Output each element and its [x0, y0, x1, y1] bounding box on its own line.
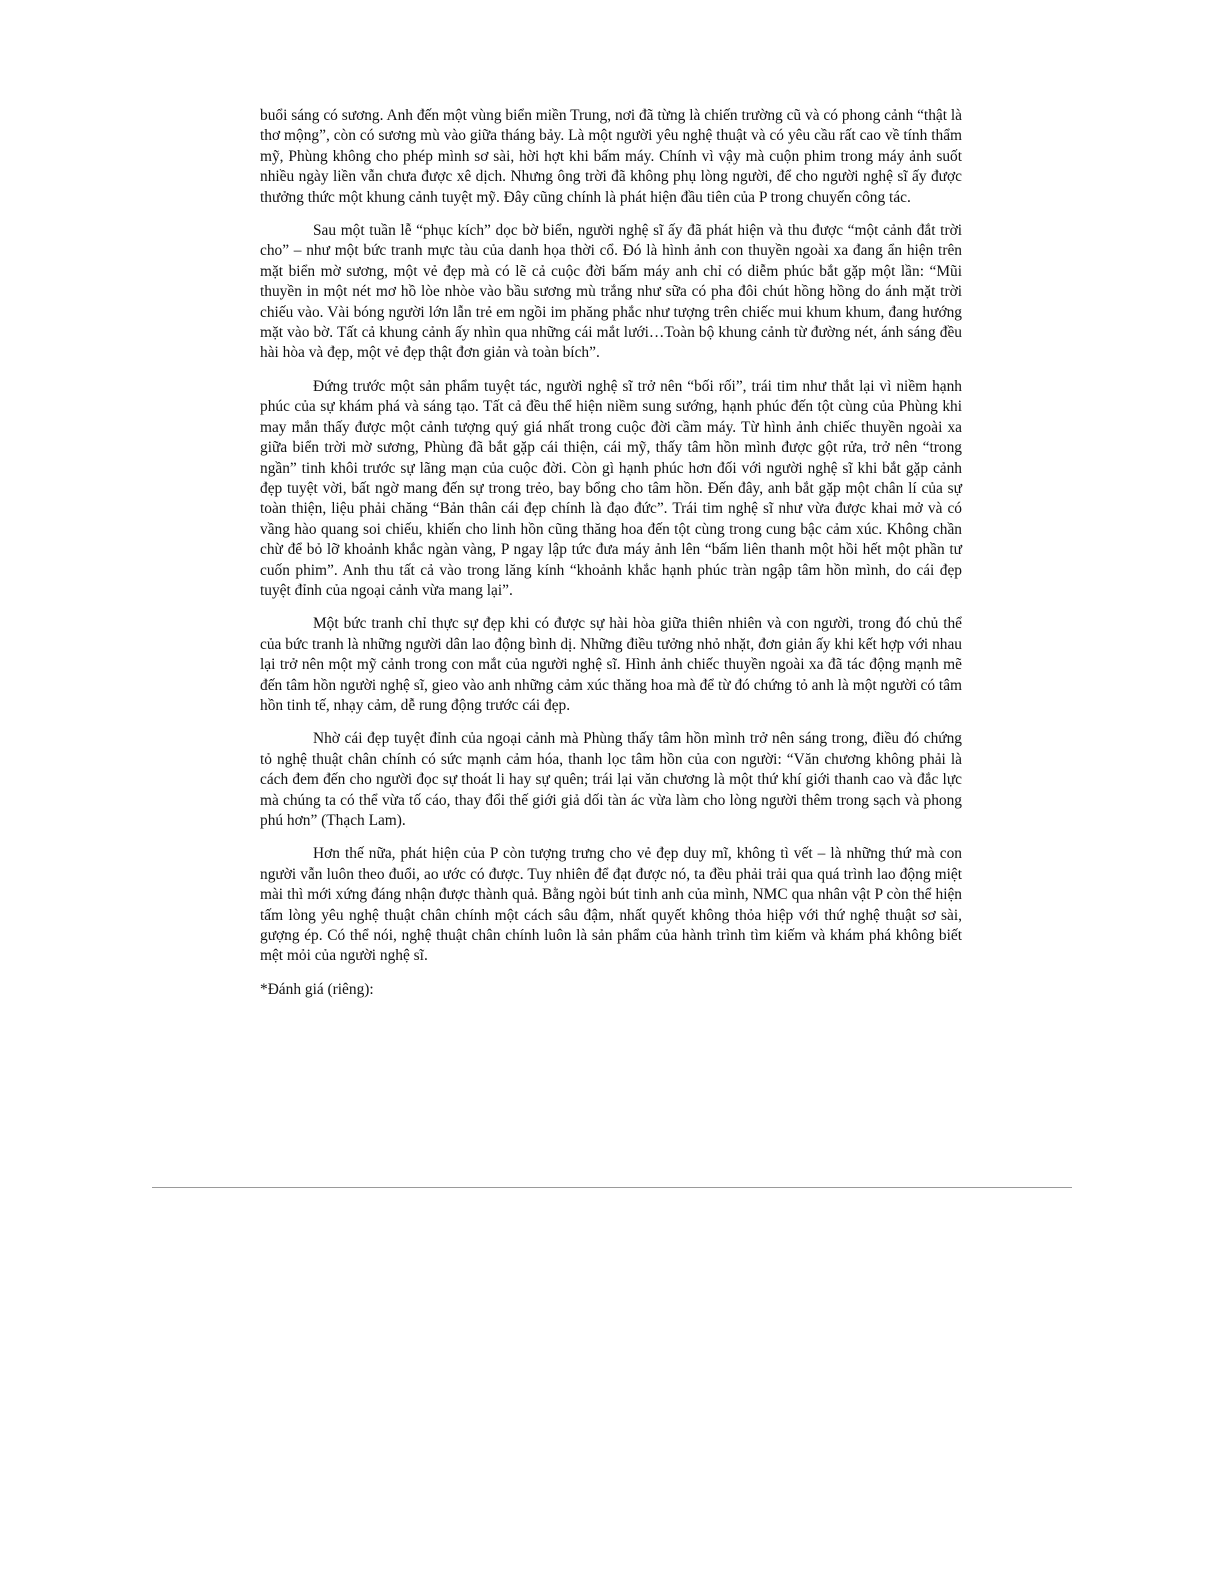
paragraph: Nhờ cái đẹp tuyệt đỉnh của ngoại cảnh mà Phùng thấy tâm hồn mình trở nên sáng trong, điều đó chứng tỏ nghệ thuật chân chính có sức mạnh cảm hóa, thanh lọc tâm hồn của con người: “Văn chương không phải là cách đem đến cho người đọc sự thoát li hay sự quên; trái lại văn chương là một thứ khí giới thanh cao và đắc lực mà chúng ta có thể vừa tố cáo, thay đổi thế giới giả dối tàn ác vừa làm cho lòng người thêm trong sạch và phong phú hơn” (Thạch Lam).	[260, 730, 962, 829]
evaluation-heading: *Đánh giá (riêng):	[260, 980, 374, 998]
page-break-divider	[152, 1187, 1072, 1188]
paragraph: buổi sáng có sương. Anh đến một vùng biển miền Trung, nơi đã từng là chiến trường cũ và có phong cảnh “thật là thơ mộng”, còn có sương mù vào giữa tháng bảy. Là một người yêu nghệ thuật và có yêu cầu rất cao về tính thẩm mỹ, Phùng không cho phép mình sơ sài, hời hợt khi bấm máy. Chính vì vậy mà cuộn phim trong máy ảnh suốt nhiều ngày liền vẫn chưa được xê dịch. Nhưng ông trời đã không phụ lòng người, để cho người nghệ sĩ ấy được thưởng thức một khung cảnh tuyệt mỹ. Đây cũng chính là phát hiện đầu tiên của P trong chuyến công tác.	[260, 107, 962, 206]
paragraph: Đứng trước một sản phẩm tuyệt tác, người nghệ sĩ trở nên “bối rối”, trái tim như thắt lại vì niềm hạnh phúc của sự khám phá và sáng tạo. Tất cả đều thể hiện niềm sung sướng, hạnh phúc đến tột cùng của Phùng khi may mắn thấy được một cảnh tượng quý giá nhất trong cuộc đời cầm máy. Từ hình ảnh chiếc thuyền ngoài xa giữa biển trời mờ sương, Phùng đã bắt gặp cái thiện, cái mỹ, thấy tâm hồn mình được gột rửa, trở nên “trong ngần” tinh khôi trước sự lãng mạn của cuộc đời. Còn gì hạnh phúc hơn đối với người nghệ sĩ khi bắt gặp cảnh đẹp tuyệt vời, bất ngờ mang đến sự trong trẻo, bay bổng cho tâm hồn. Đến đây, anh bắt gặp một chân lí của sự toàn thiện, liệu phải chăng “Bản thân cái đẹp chính là đạo đức”. Trái tim nghệ sĩ như vừa được khai mở và có vầng hào quang soi chiếu, khiến cho linh hồn cũng thăng hoa đến tột cùng trong cung bậc cảm xúc. Không chần chừ để bỏ lỡ khoảnh khắc ngàn vàng, P ngay lập tức đưa máy ảnh lên “bấm liên thanh một hồi hết một phần tư cuốn phim”. Anh thu tất cả vào trong lăng kính “khoảnh khắc hạnh phúc tràn ngập tâm hồn mình, do cái đẹp tuyệt đỉnh của ngoại cảnh vừa mang lại”.	[260, 377, 962, 599]
paragraph: Hơn thế nữa, phát hiện của P còn tượng trưng cho vẻ đẹp duy mĩ, không tì vết – là những thứ mà con người vẫn luôn theo đuổi, ao ước có được. Tuy nhiên để đạt được nó, ta đều phải trải qua quá trình lao động miệt mài thì mới xứng đáng nhận được thành quả. Bằng ngòi bút tinh anh của mình, NMC qua nhân vật P còn thể hiện tấm lòng yêu nghệ thuật chân chính một cách sâu đậm, nhất quyết không thỏa hiệp với thứ nghệ thuật sơ sài, gượng ép. Có thể nói, nghệ thuật chân chính luôn là sản phẩm của hành trình tìm kiếm và khám phá không biết mệt mỏi của người nghệ sĩ.	[260, 845, 962, 965]
paragraph: Một bức tranh chỉ thực sự đẹp khi có được sự hài hòa giữa thiên nhiên và con người, trong đó chủ thể của bức tranh là những người dân lao động bình dị. Những điều tưởng nhỏ nhặt, đơn giản ấy khi kết hợp với nhau lại trở nên một mỹ cảnh trong con mắt của người nghệ sĩ. Hình ảnh chiếc thuyền ngoài xa đã tác động mạnh mẽ đến tâm hồn người nghệ sĩ, gieo vào anh những cảm xúc thăng hoa mà để từ đó chứng tỏ anh là một người có tâm hồn tinh tế, nhạy cảm, dễ rung động trước cái đẹp.	[260, 615, 962, 714]
document-body	[260, 106, 962, 1013]
paragraph: Sau một tuần lễ “phục kích” dọc bờ biển, người nghệ sĩ ấy đã phát hiện và thu được “một cảnh đắt trời cho” – như một bức tranh mực tàu của danh họa thời cổ. Đó là hình ảnh con thuyền ngoài xa đang ẩn hiện trên mặt biển mờ sương, một vẻ đẹp mà có lẽ cả cuộc đời bấm máy anh chỉ có diễm phúc bắt gặp một lần: “Mũi thuyền in một nét mơ hồ lòe nhòe vào bầu sương mù trắng như sữa có pha đôi chút hồng hồng do ánh mặt trời chiếu vào. Vài bóng người lớn lẫn trẻ em ngồi im phăng phắc như tượng trên chiếc mui khum khum, đang hướng mặt vào bờ. Tất cả khung cảnh ấy nhìn qua những cái mắt lưới…Toàn bộ khung cảnh từ đường nét, ánh sáng đều hài hòa và đẹp, một vẻ đẹp thật đơn giản và toàn bích”.	[260, 222, 962, 362]
